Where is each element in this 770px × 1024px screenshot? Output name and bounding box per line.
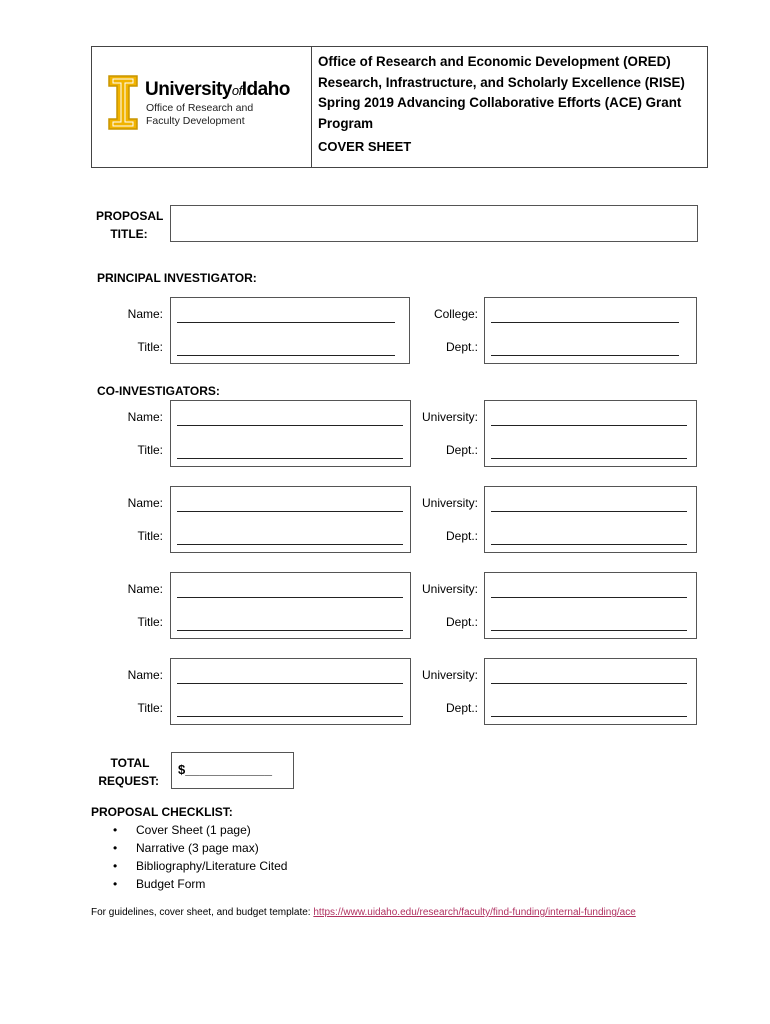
header-divider bbox=[311, 46, 312, 168]
pi-heading: PRINCIPAL INVESTIGATOR: bbox=[97, 271, 257, 285]
coi-name-title-box bbox=[170, 658, 411, 725]
guidelines-link[interactable]: https://www.uidaho.edu/research/faculty/find-funding/internal-funding/ace bbox=[313, 907, 636, 918]
coi-dept-field[interactable] bbox=[491, 544, 687, 545]
pi-title-field[interactable] bbox=[177, 355, 395, 356]
coi-name-label: Name: bbox=[127, 496, 163, 510]
coi-title-field[interactable] bbox=[177, 716, 403, 717]
coi-university-label: University: bbox=[421, 410, 478, 424]
coi-title-field[interactable] bbox=[177, 630, 403, 631]
pi-name-title-box bbox=[170, 297, 410, 364]
pi-name-field[interactable] bbox=[177, 322, 395, 323]
pi-name-label: Name: bbox=[127, 307, 163, 321]
header-line: Office of Research and Economic Development (ORED) bbox=[318, 54, 671, 69]
coi-name-label: Name: bbox=[127, 668, 163, 682]
coi-title-label: Title: bbox=[137, 615, 163, 629]
university-logo-icon bbox=[108, 75, 138, 130]
coi-dept-label: Dept.: bbox=[445, 443, 478, 457]
pi-college-label: College: bbox=[433, 307, 478, 321]
coi-university-dept-box bbox=[484, 486, 697, 553]
coi-name-field[interactable] bbox=[177, 511, 403, 512]
coi-university-label: University: bbox=[421, 582, 478, 596]
coi-university-dept-box bbox=[484, 400, 697, 467]
coi-title-label: Title: bbox=[137, 701, 163, 715]
proposal-checklist bbox=[91, 803, 287, 893]
coi-name-field[interactable] bbox=[177, 425, 403, 426]
checklist-item: • Budget Form bbox=[91, 875, 287, 893]
header-line: Spring 2019 Advancing Collaborative Efforts (ACE) Grant bbox=[318, 95, 682, 110]
coi-university-label: University: bbox=[421, 668, 478, 682]
pi-college-dept-box bbox=[484, 297, 697, 364]
pi-college-field[interactable] bbox=[491, 322, 679, 323]
coi-dept-label: Dept.: bbox=[445, 701, 478, 715]
header-title bbox=[318, 52, 706, 158]
coi-university-field[interactable] bbox=[491, 683, 687, 684]
checklist-heading: PROPOSAL CHECKLIST: bbox=[91, 805, 233, 819]
pi-title-label: Title: bbox=[137, 340, 163, 354]
proposal-title-label: PROPOSAL TITLE: bbox=[96, 209, 164, 241]
coi-name-title-box bbox=[170, 572, 411, 639]
coi-title-field[interactable] bbox=[177, 544, 403, 545]
cover-sheet-label: COVER SHEET bbox=[318, 139, 412, 154]
coi-name-label: Name: bbox=[127, 582, 163, 596]
header-line: Research, Infrastructure, and Scholarly Excellence (RISE) bbox=[318, 74, 685, 90]
coi-university-dept-box bbox=[484, 658, 697, 725]
checklist-item: • Bibliography/Literature Cited bbox=[91, 857, 287, 875]
pi-dept-field[interactable] bbox=[491, 355, 679, 356]
coi-university-field[interactable] bbox=[491, 425, 687, 426]
footer-note: For guidelines, cover sheet, and budget template: https://www.uidaho.edu/research/faculty/find-funding/internal-funding/ace bbox=[91, 907, 636, 918]
coi-dept-field[interactable] bbox=[491, 630, 687, 631]
checklist-item: • Cover Sheet (1 page) bbox=[91, 821, 287, 839]
total-request-field[interactable]: $____________ bbox=[171, 752, 294, 789]
proposal-title-field[interactable] bbox=[170, 205, 698, 242]
header-line: Program bbox=[318, 115, 374, 131]
coi-title-label: Title: bbox=[137, 529, 163, 543]
logo-subtitle: Office of Research and Faculty Development bbox=[146, 102, 254, 127]
coi-university-label: University: bbox=[421, 496, 478, 510]
logo-wordmark: UniversityofIdaho bbox=[145, 79, 290, 100]
coi-dept-label: Dept.: bbox=[445, 529, 478, 543]
coi-title-field[interactable] bbox=[177, 458, 403, 459]
coi-university-field[interactable] bbox=[491, 597, 687, 598]
coi-university-field[interactable] bbox=[491, 511, 687, 512]
total-request-label: TOTAL REQUEST: bbox=[98, 756, 159, 788]
coi-dept-field[interactable] bbox=[491, 716, 687, 717]
coi-name-label: Name: bbox=[127, 410, 163, 424]
coi-dept-field[interactable] bbox=[491, 458, 687, 459]
coi-name-field[interactable] bbox=[177, 683, 403, 684]
coi-university-dept-box bbox=[484, 572, 697, 639]
co-investigators-heading: CO-INVESTIGATORS: bbox=[97, 384, 220, 398]
coi-dept-label: Dept.: bbox=[445, 615, 478, 629]
coi-name-title-box bbox=[170, 486, 411, 553]
coi-name-field[interactable] bbox=[177, 597, 403, 598]
pi-dept-label: Dept.: bbox=[445, 340, 478, 354]
coi-title-label: Title: bbox=[137, 443, 163, 457]
coi-name-title-box bbox=[170, 400, 411, 467]
checklist-item: • Narrative (3 page max) bbox=[91, 839, 287, 857]
